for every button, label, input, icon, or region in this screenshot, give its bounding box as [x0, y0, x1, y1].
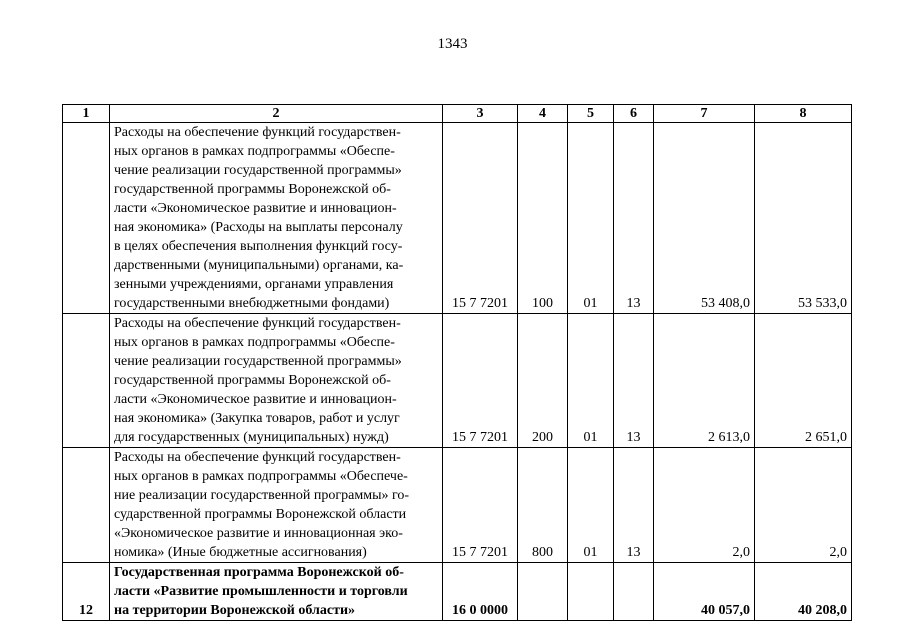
subsection-cell: 13: [614, 448, 654, 563]
description-cell: [110, 123, 443, 314]
description-line: Расходы на обеспечение функций государствен-: [114, 316, 401, 331]
description-cell: [110, 563, 443, 621]
description-line: чение реализации государственной программы»: [114, 163, 402, 178]
row-number-cell: [63, 314, 110, 448]
amount-cell-year1: 2 613,0: [654, 314, 755, 448]
description-line: государственной программы Воронежской об-: [114, 373, 391, 388]
description-line: ласти «Экономическое развитие и инновацион-: [114, 201, 397, 216]
description-line: зенными учреждениями, органами управления: [114, 277, 394, 292]
amount-cell-year1: 40 057,0: [654, 563, 755, 621]
description-line: номика» (Иные бюджетные ассигнования): [114, 545, 367, 560]
column-header: 3: [443, 105, 518, 123]
description-cell: [110, 314, 443, 448]
column-header: 5: [568, 105, 614, 123]
section-cell: 01: [568, 123, 614, 314]
description-line: ных органов в рамках подпрограммы «Обеспе-: [114, 335, 395, 350]
description-line: ласти «Экономическое развитие и инновацион-: [114, 392, 397, 407]
description-line: ных органов в рамках подпрограммы «Обеспече-: [114, 469, 408, 484]
section-cell: 01: [568, 448, 614, 563]
target-article-cell: 15 7 7201: [443, 314, 518, 448]
description-line: Расходы на обеспечение функций государствен-: [114, 125, 401, 140]
budget-table: [62, 104, 852, 621]
section-cell: 01: [568, 314, 614, 448]
subsection-cell: 13: [614, 314, 654, 448]
table-body: [63, 123, 852, 621]
description-line: дарственными (муниципальными) органами, ка-: [114, 258, 404, 273]
amount-cell-year2: 2,0: [755, 448, 852, 563]
column-header: 6: [614, 105, 654, 123]
amount-cell-year1: 2,0: [654, 448, 755, 563]
column-header: 1: [63, 105, 110, 123]
table-row: [63, 123, 852, 314]
row-number-cell: [63, 448, 110, 563]
amount-cell-year2: 53 533,0: [755, 123, 852, 314]
description-line: государственной программы Воронежской об-: [114, 182, 391, 197]
row-number-cell: [63, 123, 110, 314]
amount-cell-year2: 40 208,0: [755, 563, 852, 621]
expense-type-cell: 800: [518, 448, 568, 563]
page-number: 1343: [437, 36, 468, 52]
row-number-cell: 12: [63, 563, 110, 621]
amount-cell-year2: 2 651,0: [755, 314, 852, 448]
description-line: чение реализации государственной программы»: [114, 354, 402, 369]
section-cell: [568, 563, 614, 621]
column-header: 2: [110, 105, 443, 123]
amount-cell-year1: 53 408,0: [654, 123, 755, 314]
table-row: [63, 448, 852, 563]
column-header: 7: [654, 105, 755, 123]
description-line: ние реализации государственной программы» го-: [114, 488, 410, 503]
table-header-row: [63, 105, 852, 123]
description-line: сударственной программы Воронежской области: [114, 507, 407, 522]
target-article-cell: 15 7 7201: [443, 123, 518, 314]
description-line: в целях обеспечения выполнения функций госу-: [114, 239, 403, 254]
description-line: Государственная программа Воронежской об-: [114, 565, 404, 580]
description-line: на территории Воронежской области»: [114, 603, 356, 618]
description-line: ная экономика» (Расходы на выплаты персоналу: [114, 220, 403, 235]
target-article-cell: 16 0 0000: [443, 563, 518, 621]
description-line: ная экономика» (Закупка товаров, работ и услуг: [114, 411, 400, 426]
column-header: 4: [518, 105, 568, 123]
expense-type-cell: 100: [518, 123, 568, 314]
expense-type-cell: [518, 563, 568, 621]
subsection-cell: [614, 563, 654, 621]
expense-type-cell: 200: [518, 314, 568, 448]
target-article-cell: 15 7 7201: [443, 448, 518, 563]
description-cell: [110, 448, 443, 563]
table-row: [63, 563, 852, 621]
description-line: ласти «Развитие промышленности и торговли: [114, 584, 408, 599]
description-line: «Экономическое развитие и инновационная эко-: [114, 526, 403, 541]
description-line: государственными внебюджетными фондами): [114, 296, 390, 311]
column-header: 8: [755, 105, 852, 123]
subsection-cell: 13: [614, 123, 654, 314]
description-line: для государственных (муниципальных) нужд): [114, 430, 389, 445]
description-line: Расходы на обеспечение функций государствен-: [114, 450, 401, 465]
table-row: [63, 314, 852, 448]
description-line: ных органов в рамках подпрограммы «Обеспе-: [114, 144, 395, 159]
